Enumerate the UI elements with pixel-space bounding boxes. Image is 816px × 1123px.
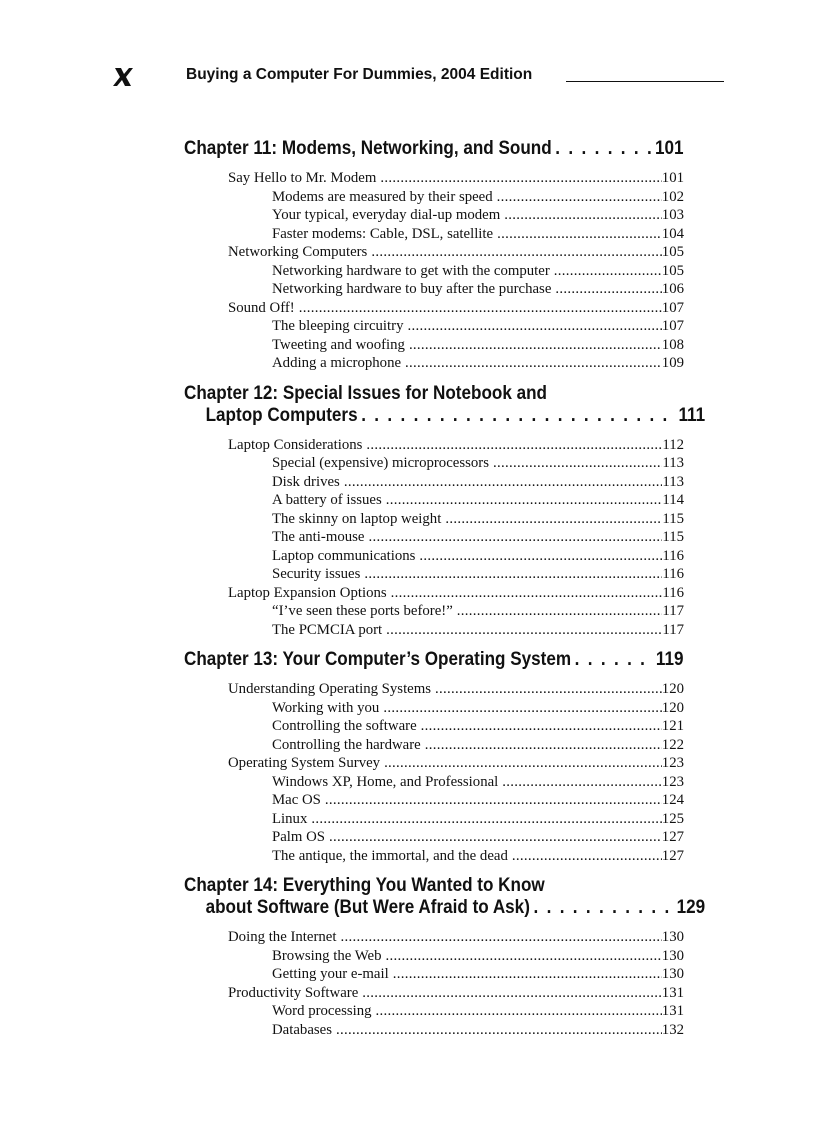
entry-page-number: 117 <box>662 603 684 619</box>
chapter-page-number: 119 <box>655 649 684 670</box>
dot-leader <box>329 828 662 847</box>
entry-title: Networking hardware to get with the computer <box>272 262 550 279</box>
entry-title: The antique, the immortal, and the dead <box>272 847 508 864</box>
dot-leader <box>457 602 663 621</box>
toc-subsection-entry <box>184 1021 684 1040</box>
chapter-block <box>184 875 706 1039</box>
entry-page-number: 120 <box>661 681 684 697</box>
entry-title: Laptop Considerations <box>228 436 363 453</box>
toc-subsection-entry <box>184 354 684 373</box>
entry-title: A battery of issues <box>272 492 382 508</box>
entry-title: Laptop communications <box>272 547 416 564</box>
dot-leader <box>383 699 661 718</box>
chapter-title-line: Chapter 13: Your Computer’s Operating System <box>184 649 572 670</box>
toc-subsection-entry <box>184 847 684 866</box>
entry-title: Special (expensive) microprocessors <box>272 455 489 471</box>
entry-page-number: 131 <box>661 984 684 1001</box>
toc-subsection-entry <box>184 717 684 736</box>
chapter-page-number: 101 <box>654 138 684 159</box>
toc-subsection-entry <box>184 791 684 810</box>
toc-section-entry <box>184 984 684 1003</box>
entry-page-number: 101 <box>661 170 684 186</box>
entry-page-number: 104 <box>661 225 684 242</box>
entry-title: Windows XP, Home, and Professional <box>272 773 499 790</box>
entry-page-number: 131 <box>661 1003 684 1019</box>
entry-title: “I’ve seen these ports before!” <box>272 603 453 619</box>
entry-page-number: 124 <box>661 792 684 808</box>
dot-leader <box>362 984 662 1003</box>
entry-page-number: 130 <box>661 929 684 945</box>
entry-title: Laptop Expansion Options <box>228 584 387 601</box>
dot-leader <box>493 454 662 473</box>
entry-page-number: 113 <box>662 473 684 490</box>
running-title: Buying a Computer For Dummies, 2004 Edition <box>186 66 533 83</box>
toc-subsection-entry <box>184 206 684 225</box>
entry-page-number: 115 <box>662 529 684 545</box>
chapter-title-continued <box>184 405 705 427</box>
toc-section-entry <box>184 680 684 699</box>
dot-leader <box>340 928 661 947</box>
entry-title: Networking Computers <box>228 244 368 260</box>
toc-subsection-entry <box>184 262 684 281</box>
dummies-x-icon <box>112 66 136 88</box>
entry-list <box>184 680 684 865</box>
dot-leader <box>409 336 662 355</box>
chapter-block <box>184 649 684 865</box>
entry-title: Databases <box>272 1021 332 1038</box>
entry-title: Mac OS <box>272 792 321 808</box>
entry-title: Networking hardware to buy after the purchase <box>272 281 552 297</box>
entry-list <box>184 436 684 640</box>
entry-page-number: 116 <box>662 566 684 582</box>
entry-page-number: 130 <box>661 966 684 982</box>
entry-page-number: 127 <box>661 829 684 845</box>
dot-leader <box>497 188 662 207</box>
entry-page-number: 130 <box>661 947 684 964</box>
entry-title: Productivity Software <box>228 984 359 1001</box>
entry-title: The PCMCIA port <box>272 621 383 638</box>
entry-title: Linux <box>272 810 308 827</box>
toc-subsection-entry <box>184 947 684 966</box>
entry-page-number: 123 <box>661 755 684 771</box>
chapter-title <box>184 383 684 405</box>
chapter-page-number: 129 <box>676 897 706 918</box>
dot-leader <box>336 1021 662 1040</box>
dot-leader <box>299 299 662 318</box>
dot-leader <box>421 717 662 736</box>
entry-title: Controlling the software <box>272 718 417 734</box>
toc-subsection-entry <box>184 602 684 621</box>
entry-title: Security issues <box>272 566 361 582</box>
entry-title: Palm OS <box>272 829 326 845</box>
dot-leader <box>554 262 662 281</box>
dot-leader <box>391 584 663 603</box>
chapter-title <box>184 649 684 671</box>
entry-title: Word processing <box>272 1003 372 1019</box>
entry-title: Adding a microphone <box>272 355 402 371</box>
entry-title: The skinny on laptop weight <box>272 510 442 527</box>
entry-page-number: 108 <box>661 336 684 353</box>
dot-leader <box>368 528 662 547</box>
toc-subsection-entry <box>184 510 684 529</box>
entry-page-number: 120 <box>661 699 684 716</box>
entry-title: Tweeting and woofing <box>272 336 405 353</box>
entry-title: Disk drives <box>272 473 340 490</box>
chapter-title-continued <box>184 897 705 919</box>
dot-leader <box>512 847 662 866</box>
toc-subsection-entry <box>184 336 684 355</box>
entry-title: Sound Off! <box>228 299 295 316</box>
toc-subsection-entry <box>184 188 684 207</box>
entry-page-number: 107 <box>661 299 684 316</box>
dot-leader <box>361 405 675 427</box>
dot-leader <box>407 317 661 336</box>
chapter-title-line: about Software (But Were Afraid to Ask) <box>205 897 530 918</box>
entry-list <box>184 169 684 373</box>
dot-leader <box>386 947 662 966</box>
toc-subsection-entry <box>184 454 684 473</box>
entry-title: Say Hello to Mr. Modem <box>228 170 377 186</box>
dot-leader <box>405 354 662 373</box>
entry-page-number: 125 <box>661 810 684 827</box>
chapter-title <box>184 875 684 897</box>
entry-page-number: 102 <box>661 188 684 205</box>
entry-page-number: 107 <box>661 318 684 334</box>
dot-leader <box>344 473 663 492</box>
table-of-contents <box>184 138 706 1039</box>
entry-page-number: 114 <box>662 492 684 508</box>
chapter-title-line: Chapter 11: Modems, Networking, and Sound <box>184 138 552 159</box>
dot-leader <box>371 243 661 262</box>
entry-title: Modems are measured by their speed <box>272 188 493 205</box>
entry-title: Working with you <box>272 699 380 716</box>
entry-page-number: 122 <box>661 736 684 753</box>
entry-title: Browsing the Web <box>272 947 382 964</box>
toc-subsection-entry <box>184 473 684 492</box>
entry-page-number: 123 <box>661 773 684 790</box>
dot-leader <box>380 169 661 188</box>
entry-page-number: 109 <box>661 355 684 371</box>
toc-subsection-entry <box>184 225 684 244</box>
dot-leader <box>502 773 662 792</box>
entry-page-number: 103 <box>661 207 684 223</box>
dot-leader <box>504 206 662 225</box>
toc-subsection-entry <box>184 699 684 718</box>
toc-subsection-entry <box>184 736 684 755</box>
page-header <box>112 64 724 88</box>
entry-page-number: 106 <box>661 281 684 297</box>
dot-leader <box>376 1002 662 1021</box>
header-rule <box>566 81 724 82</box>
chapter-title-line: Laptop Computers <box>205 404 358 426</box>
entry-title: Controlling the hardware <box>272 736 421 753</box>
dot-leader <box>419 547 662 566</box>
dot-leader <box>497 225 662 244</box>
dot-leader <box>533 897 672 919</box>
toc-subsection-entry <box>184 565 684 584</box>
chapter-title <box>184 138 684 160</box>
dot-leader <box>575 649 653 671</box>
chapter-title-line: Chapter 12: Special Issues for Notebook and <box>184 382 547 404</box>
dot-leader <box>366 436 662 455</box>
toc-subsection-entry <box>184 280 684 299</box>
entry-page-number: 105 <box>661 244 684 260</box>
entry-title: Doing the Internet <box>228 929 337 945</box>
toc-subsection-entry <box>184 491 684 510</box>
toc-subsection-entry <box>184 810 684 829</box>
entry-title: Getting your e-mail <box>272 966 389 982</box>
toc-section-entry <box>184 584 684 603</box>
chapter-title-line: Chapter 14: Everything You Wanted to Know <box>184 875 545 896</box>
entry-page-number: 117 <box>662 621 684 638</box>
chapter-block <box>184 138 684 373</box>
toc-subsection-entry <box>184 547 684 566</box>
entry-title: Operating System Survey <box>228 755 381 771</box>
entry-page-number: 127 <box>661 847 684 864</box>
toc-section-entry <box>184 299 684 318</box>
dot-leader <box>555 138 651 160</box>
dot-leader <box>435 680 662 699</box>
dot-leader <box>555 280 661 299</box>
toc-subsection-entry <box>184 528 684 547</box>
entry-title: Faster modems: Cable, DSL, satellite <box>272 225 494 242</box>
entry-title: Understanding Operating Systems <box>228 681 432 697</box>
dot-leader <box>364 565 662 584</box>
toc-section-entry <box>184 754 684 773</box>
entry-title: The bleeping circuitry <box>272 318 404 334</box>
toc-subsection-entry <box>184 621 684 640</box>
entry-title: Your typical, everyday dial-up modem <box>272 207 501 223</box>
chapter-page-number: 111 <box>678 404 706 426</box>
entry-page-number: 112 <box>662 436 684 453</box>
toc-subsection-entry <box>184 773 684 792</box>
entry-page-number: 105 <box>661 262 684 279</box>
dot-leader <box>384 754 662 773</box>
toc-section-entry <box>184 243 684 262</box>
entry-page-number: 116 <box>662 547 684 564</box>
entry-page-number: 113 <box>662 455 684 471</box>
dot-leader <box>386 491 663 510</box>
entry-page-number: 116 <box>662 584 684 601</box>
toc-subsection-entry <box>184 965 684 984</box>
toc-subsection-entry <box>184 1002 684 1021</box>
toc-subsection-entry <box>184 828 684 847</box>
toc-subsection-entry <box>184 317 684 336</box>
toc-section-entry <box>184 928 684 947</box>
toc-section-entry <box>184 436 684 455</box>
dot-leader <box>445 510 662 529</box>
entry-page-number: 132 <box>661 1021 684 1038</box>
chapter-block <box>184 382 706 640</box>
toc-section-entry <box>184 169 684 188</box>
dot-leader <box>311 810 661 829</box>
dot-leader <box>386 621 662 640</box>
dot-leader <box>393 965 662 984</box>
entry-page-number: 121 <box>661 718 684 734</box>
dot-leader <box>325 791 662 810</box>
dot-leader <box>425 736 662 755</box>
entry-page-number: 115 <box>662 510 684 527</box>
entry-title: The anti-mouse <box>272 529 365 545</box>
entry-list <box>184 928 684 1039</box>
